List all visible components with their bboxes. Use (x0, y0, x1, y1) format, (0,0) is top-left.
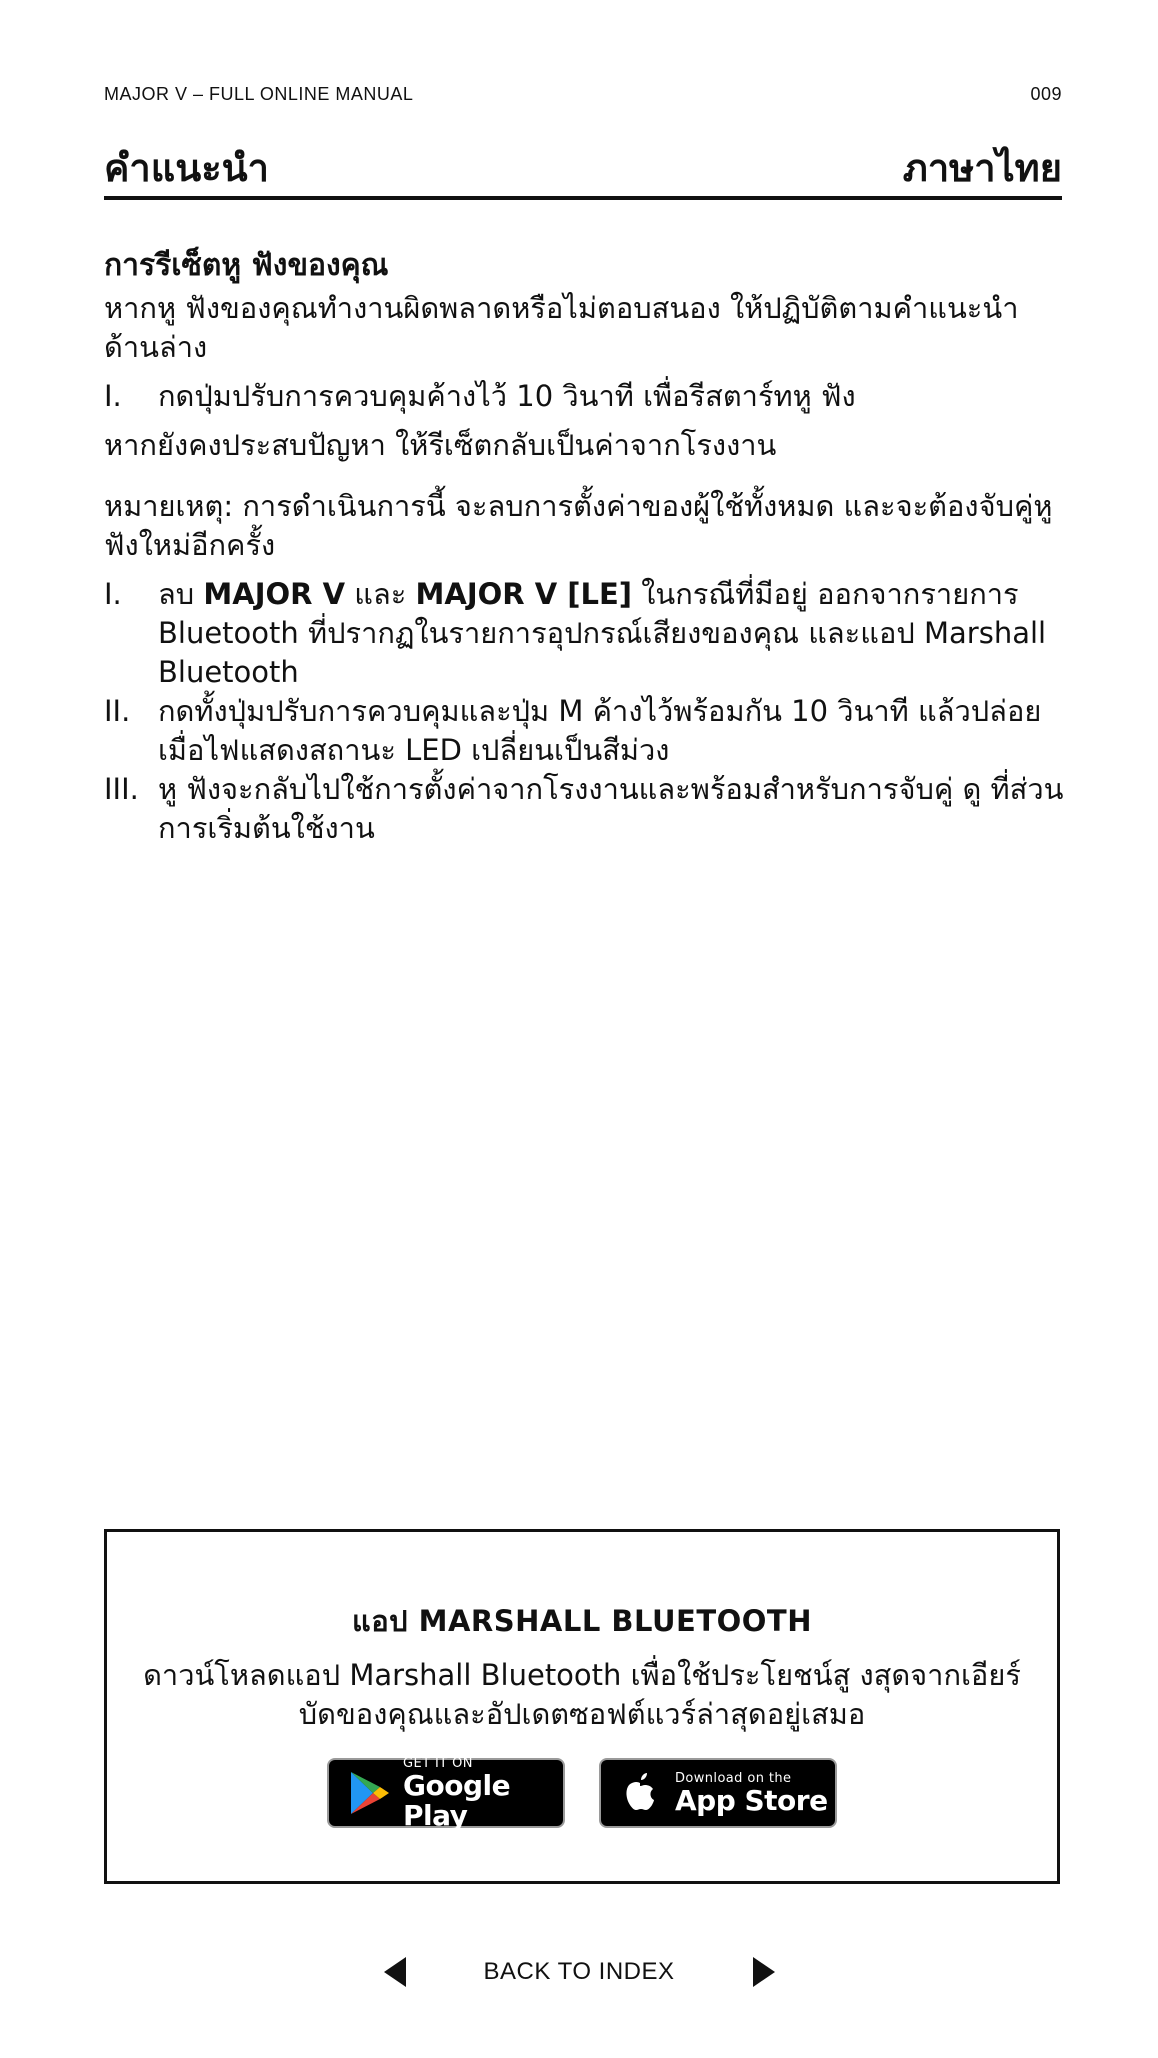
google-play-icon (339, 1764, 397, 1822)
list-item (104, 575, 1064, 692)
list-text (158, 575, 1064, 692)
reset-title: การรีเซ็ตหู ฟังของคุณ (104, 248, 389, 283)
running-header (104, 84, 1062, 105)
reset-intro: หากหู ฟังของคุณทำงานผิดพลาดหรือไม่ตอบสนอง ให้ปฏิบัติตามคำแนะนำด้านล่าง (104, 291, 1019, 364)
app-promo-title: แอป MARSHALL BLUETOOTH (352, 1604, 812, 1638)
list-number: I. (104, 379, 122, 413)
list-item (104, 692, 1064, 770)
list-number: III. (104, 772, 139, 806)
reset-note: หมายเหตุ: การดำเนินการนี้ จะลบการตั้งค่าของผู้ใช้ทั้งหมด และจะต้องจับคู่หูฟังใหม่อีกครั้ง (104, 489, 1053, 562)
triangle-right-icon[interactable] (751, 1955, 777, 1989)
app-store-badge[interactable] (599, 1758, 837, 1828)
back-to-index-link[interactable]: BACK TO INDEX (483, 1958, 675, 1985)
apple-icon (611, 1764, 669, 1822)
page-footer (0, 1950, 1158, 1994)
list-number: I. (104, 577, 122, 611)
list-text: กดทั้งปุ่มปรับการควบคุมและปุ่ม M ค้างไว้พร้อมกัน 10 วินาที แล้วปล่อยเมื่อไฟแสดงสถานะ LED เปลี่ยนเป็นสีม่วง (158, 694, 1042, 767)
list-item (104, 770, 1064, 848)
badge-big-text: Google Play (403, 1768, 511, 1832)
list-text-part: และ (345, 577, 416, 611)
restart-text: กดปุ่มปรับการควบคุมค้างไว้ 10 วินาที เพื่อรีสตาร์ทหู ฟัง (158, 379, 856, 413)
app-promo-text: ดาวน์โหลดแอป Marshall Bluetooth เพื่อใช้ประโยชน์สู งสุดจากเอียร์บัดของคุณและอัปเดตซอฟต์แวร์ล่าสุดอยู่เสมอ (143, 1658, 1021, 1731)
google-play-badge[interactable] (327, 1755, 565, 1832)
list-text-part: ลบ (158, 577, 204, 611)
page-number: 009 (1030, 84, 1062, 104)
manual-title: MAJOR V – FULL ONLINE MANUAL (104, 84, 414, 104)
list-number: II. (104, 694, 131, 728)
badge-small-text: Download on the (675, 1770, 792, 1786)
badge-big-text: App Store (675, 1783, 828, 1817)
factory-reset-text: หากยังคงประสบปัญหา ให้รีเซ็ตกลับเป็นค่าจากโรงงาน (104, 428, 777, 462)
section-heading: คำแนะนำ (104, 146, 269, 191)
list-text-part: ในกรณีที่มีอยู่ ออกจากรายการ Bluetooth ที่ปรากฏในรายการอุปกรณ์เสียงของคุณ และแอป Marshall Bluetooth (158, 577, 1047, 689)
store-badges (107, 1755, 1057, 1832)
list-text: หู ฟังจะกลับไปใช้การตั้งค่าจากโรงงานและพร้อมสำหรับการจับคู่ ดู ที่ส่วนการเริ่มต้นใช้งาน (158, 772, 1064, 845)
language-heading: ภาษาไทย (902, 146, 1062, 191)
reset-section (104, 246, 1064, 848)
page-header (104, 128, 1062, 200)
app-promo-box (104, 1529, 1060, 1884)
restart-step (104, 377, 1064, 416)
badge-small-text: GET IT ON (403, 1755, 473, 1771)
model-name: MAJOR V (203, 577, 346, 611)
triangle-left-icon[interactable] (382, 1955, 408, 1989)
model-name: MAJOR V [LE] (415, 577, 633, 611)
